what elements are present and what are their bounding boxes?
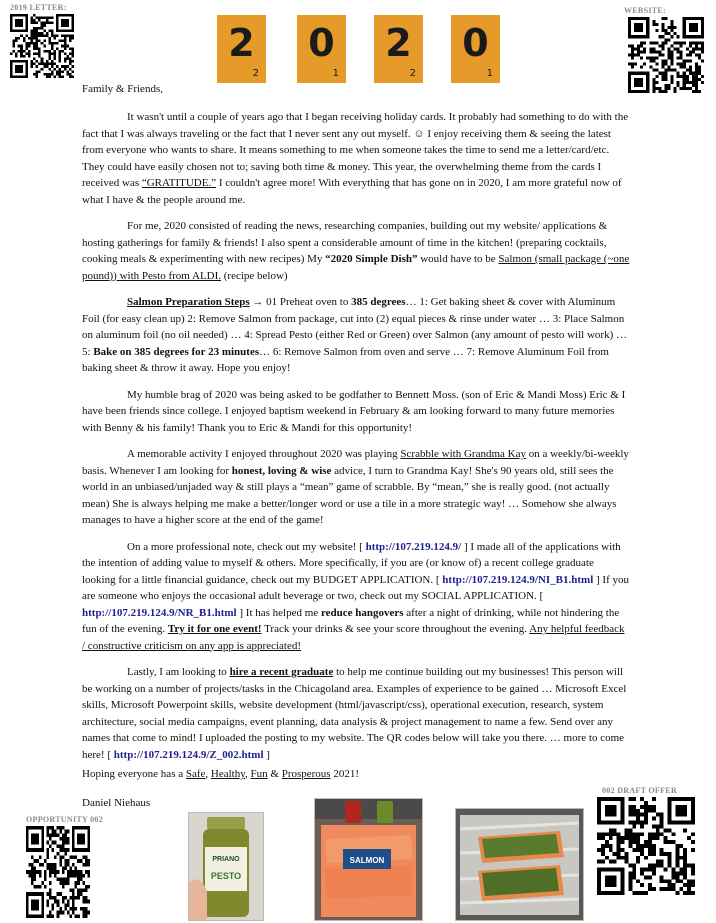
paragraph-gratitude (82, 109, 630, 208)
text: Hoping everyone has a (82, 768, 186, 780)
text: ] It has helped me (236, 606, 321, 619)
text: Lastly, I am looking to (127, 666, 230, 678)
text: 01 Preheat oven to (263, 296, 352, 308)
year-digit: 0 (462, 21, 489, 65)
advice-emphasis: honest, loving & wise (231, 464, 332, 477)
text: For me, 2020 consisted of reading the news, researching companies, building out my website/ applications & hosting gatherings for family & friends! I also spent a considerable amount of time in the kitchen! (preparing cocktails, cooking meals & experimenting with new recipes) My (82, 220, 608, 265)
text: ] I made all of the applications with the intention of adding value to myself & others. More specifically, if you are (or know of) a recent college graduate looking for a little financial guidance, check out my BUDGET APPLICATION. [ (82, 540, 621, 586)
gratitude-emphasis: “GRATITUDE.” (141, 177, 217, 189)
year-subscript: 1 (332, 68, 339, 79)
text: On a more professional note, check out my website! [ (127, 540, 366, 553)
text: It wasn't until a couple of years ago that I began receiving holiday cards. It probably had something to do with the fact that I was always traveling or the fact that I never sent any out myself. ☺ I enjoy receiving them & seeing the latest from everyone who wants to share. It means something to me when someone takes the time to send me a letter/card/etc. They could have easily chosen not to; saving both time & money. This year, the overwhelming theme from the cards I received was (82, 111, 629, 189)
jar-brand-label: PRIANO (212, 856, 240, 863)
salmon-recipe-name: Salmon (small package (~one pound)) with Pesto from ALDI. (82, 253, 630, 282)
text: , (245, 768, 251, 780)
year-subscript: 2 (409, 68, 416, 79)
year-tile-2 (297, 15, 346, 83)
oven-temperature: 385 degrees (351, 296, 406, 308)
cooked-salmon-photo (455, 808, 584, 921)
qr-code-2019-letter[interactable] (10, 14, 74, 78)
paragraph-scrabble (82, 446, 630, 529)
text: ] If you are someone who enjoys the occasional adult beverage or two, check out my SOCIAL APPLICATION. [ (82, 573, 630, 602)
simple-dish-label: “2020 Simple Dish” (325, 253, 418, 265)
social-app-link[interactable]: http://107.219.124.9/NR_B1.html (82, 606, 237, 619)
year-subscript: 2 (252, 68, 259, 79)
text: A memorable activity I enjoyed throughout 2020 was playing (127, 448, 401, 460)
scrabble-emphasis: Scrabble with Grandma Kay (400, 448, 526, 460)
qr-label-draft-offer: 002 DRAFT OFFER (602, 786, 678, 795)
qr-code-icon (26, 826, 90, 918)
wish-safe: Safe (185, 768, 206, 780)
paragraph-website (82, 539, 630, 655)
try-it-emphasis: Try it for one event! (167, 623, 262, 635)
qr-code-opportunity[interactable] (26, 826, 90, 918)
bake-instruction: Bake on 385 degrees for 23 minutes (93, 345, 260, 358)
text: to help me continue building out my businesses! This person will be working on a number of projects/tasks in the Chicagoland area. Examples of experience to be gained … Microsoft Excel skills, Microsoft Powerpoint skills, website development (html/javascript/css), operational execution, research, system architecture, social media campaigns, event planning, data analysis & project management to name a few. Send over any names that come to mind! I uploaded the posting to my website. The QR codes below will take you there. … more to come here! [ (82, 666, 627, 761)
year-tile-3 (374, 15, 423, 83)
letter-body (82, 109, 630, 773)
qr-code-icon (628, 17, 704, 93)
salmon-steps-title: Salmon Preparation Steps (127, 296, 250, 308)
year-digit: 2 (228, 21, 255, 65)
text: (recipe below) (221, 269, 288, 282)
paragraph-godfather: My humble brag of 2020 was being asked to be godfather to Bennett Moss. (son of Eric & Mandi Moss) Eric & I have been friends since college. I enjoyed baptism weekend in February & am looking forward to many future memories with Benny & his family! Thank you to Eric & Mandi for this opportunity! (82, 388, 626, 434)
qr-code-website[interactable] (628, 17, 704, 93)
paragraph-salmon-steps (82, 294, 630, 377)
job-posting-link[interactable]: http://107.219.124.9/Z_002.html (113, 748, 264, 761)
qr-code-icon (597, 797, 695, 895)
text: would have to be (417, 253, 499, 265)
year-tile-4 (451, 15, 500, 83)
qr-label-opportunity: OPPORTUNITY 002 (26, 815, 104, 824)
wish-fun: Fun (250, 768, 268, 780)
text: after a night of drinking, while not hindering the fun of the evening. (82, 606, 620, 635)
website-link[interactable]: http://107.219.124.9/ (365, 540, 462, 553)
year-digit: 0 (308, 21, 335, 65)
qr-code-icon (10, 14, 74, 78)
text: … 1: Get baking sheet & cover with Aluminum Foil (for easy clean up) 2: Remove Salmon from package, cut into (2) equal pieces & rinse under water … 3: Place Salmon on aluminum foil (no oil needed) … 4: Spread Pesto (either Red or Green) over Salmon (any amount of pesto will work) … 5: (82, 296, 627, 358)
closing-line (82, 768, 359, 780)
feedback-emphasis: Any helpful feedback / constructive criticism on any app is appreciated! (82, 623, 625, 652)
wish-healthy: Healthy (210, 768, 246, 780)
budget-app-link[interactable]: http://107.219.124.9/NI_B1.html (442, 573, 594, 586)
paragraph-hiring (82, 664, 630, 763)
qr-label-website: WEBSITE: (624, 6, 666, 15)
qr-code-draft-offer[interactable] (597, 797, 695, 895)
hire-emphasis: hire a recent graduate (229, 666, 334, 678)
year-tile-1 (217, 15, 266, 83)
text: ] (263, 748, 270, 761)
text: , (205, 768, 211, 780)
qr-label-2019-letter: 2019 LETTER: (10, 3, 67, 12)
text: I couldn't agree more! With everything that has gone on in 2020, I am more grateful now of what I have & the people around me. (82, 177, 622, 206)
text: on a weekly/bi-weekly basis. Whenever I am looking for (82, 448, 629, 477)
hangover-emphasis: reduce hangovers (320, 606, 404, 619)
text: advice, I turn to Grandma Kay! She's 90 years old, still sees the world in an unbiased/unjaded way & still plays a “mean” game of scrabble. By “mean,” she is really good. (not actually mean) She is always helping me make a better/longer word or use a tile in a more strategic way! … Somehow she always manages to have a higher score at the end of the game! (82, 464, 617, 526)
paragraph-2020-summary (82, 218, 630, 284)
text: & (267, 768, 282, 780)
text: … 6: Remove Salmon from oven and serve … 7: Remove Aluminum Foil from baking sheet & throw it away. Hope you enjoy! (82, 345, 609, 374)
greeting: Family & Friends, (82, 83, 163, 95)
salmon-package-photo (314, 798, 423, 921)
arrow-right-icon: → (252, 296, 264, 308)
jar-product-label: PESTO (210, 871, 242, 881)
text: Track your drinks & see your score throughout the evening. (261, 623, 530, 635)
wish-prosperous: Prosperous (281, 768, 331, 780)
text: 2021! (330, 768, 360, 780)
year-subscript: 1 (486, 68, 493, 79)
year-digit: 2 (385, 21, 412, 65)
signature: Daniel Niehaus (82, 797, 151, 809)
package-label: SALMON (349, 856, 385, 865)
pesto-jar-photo (188, 812, 264, 921)
